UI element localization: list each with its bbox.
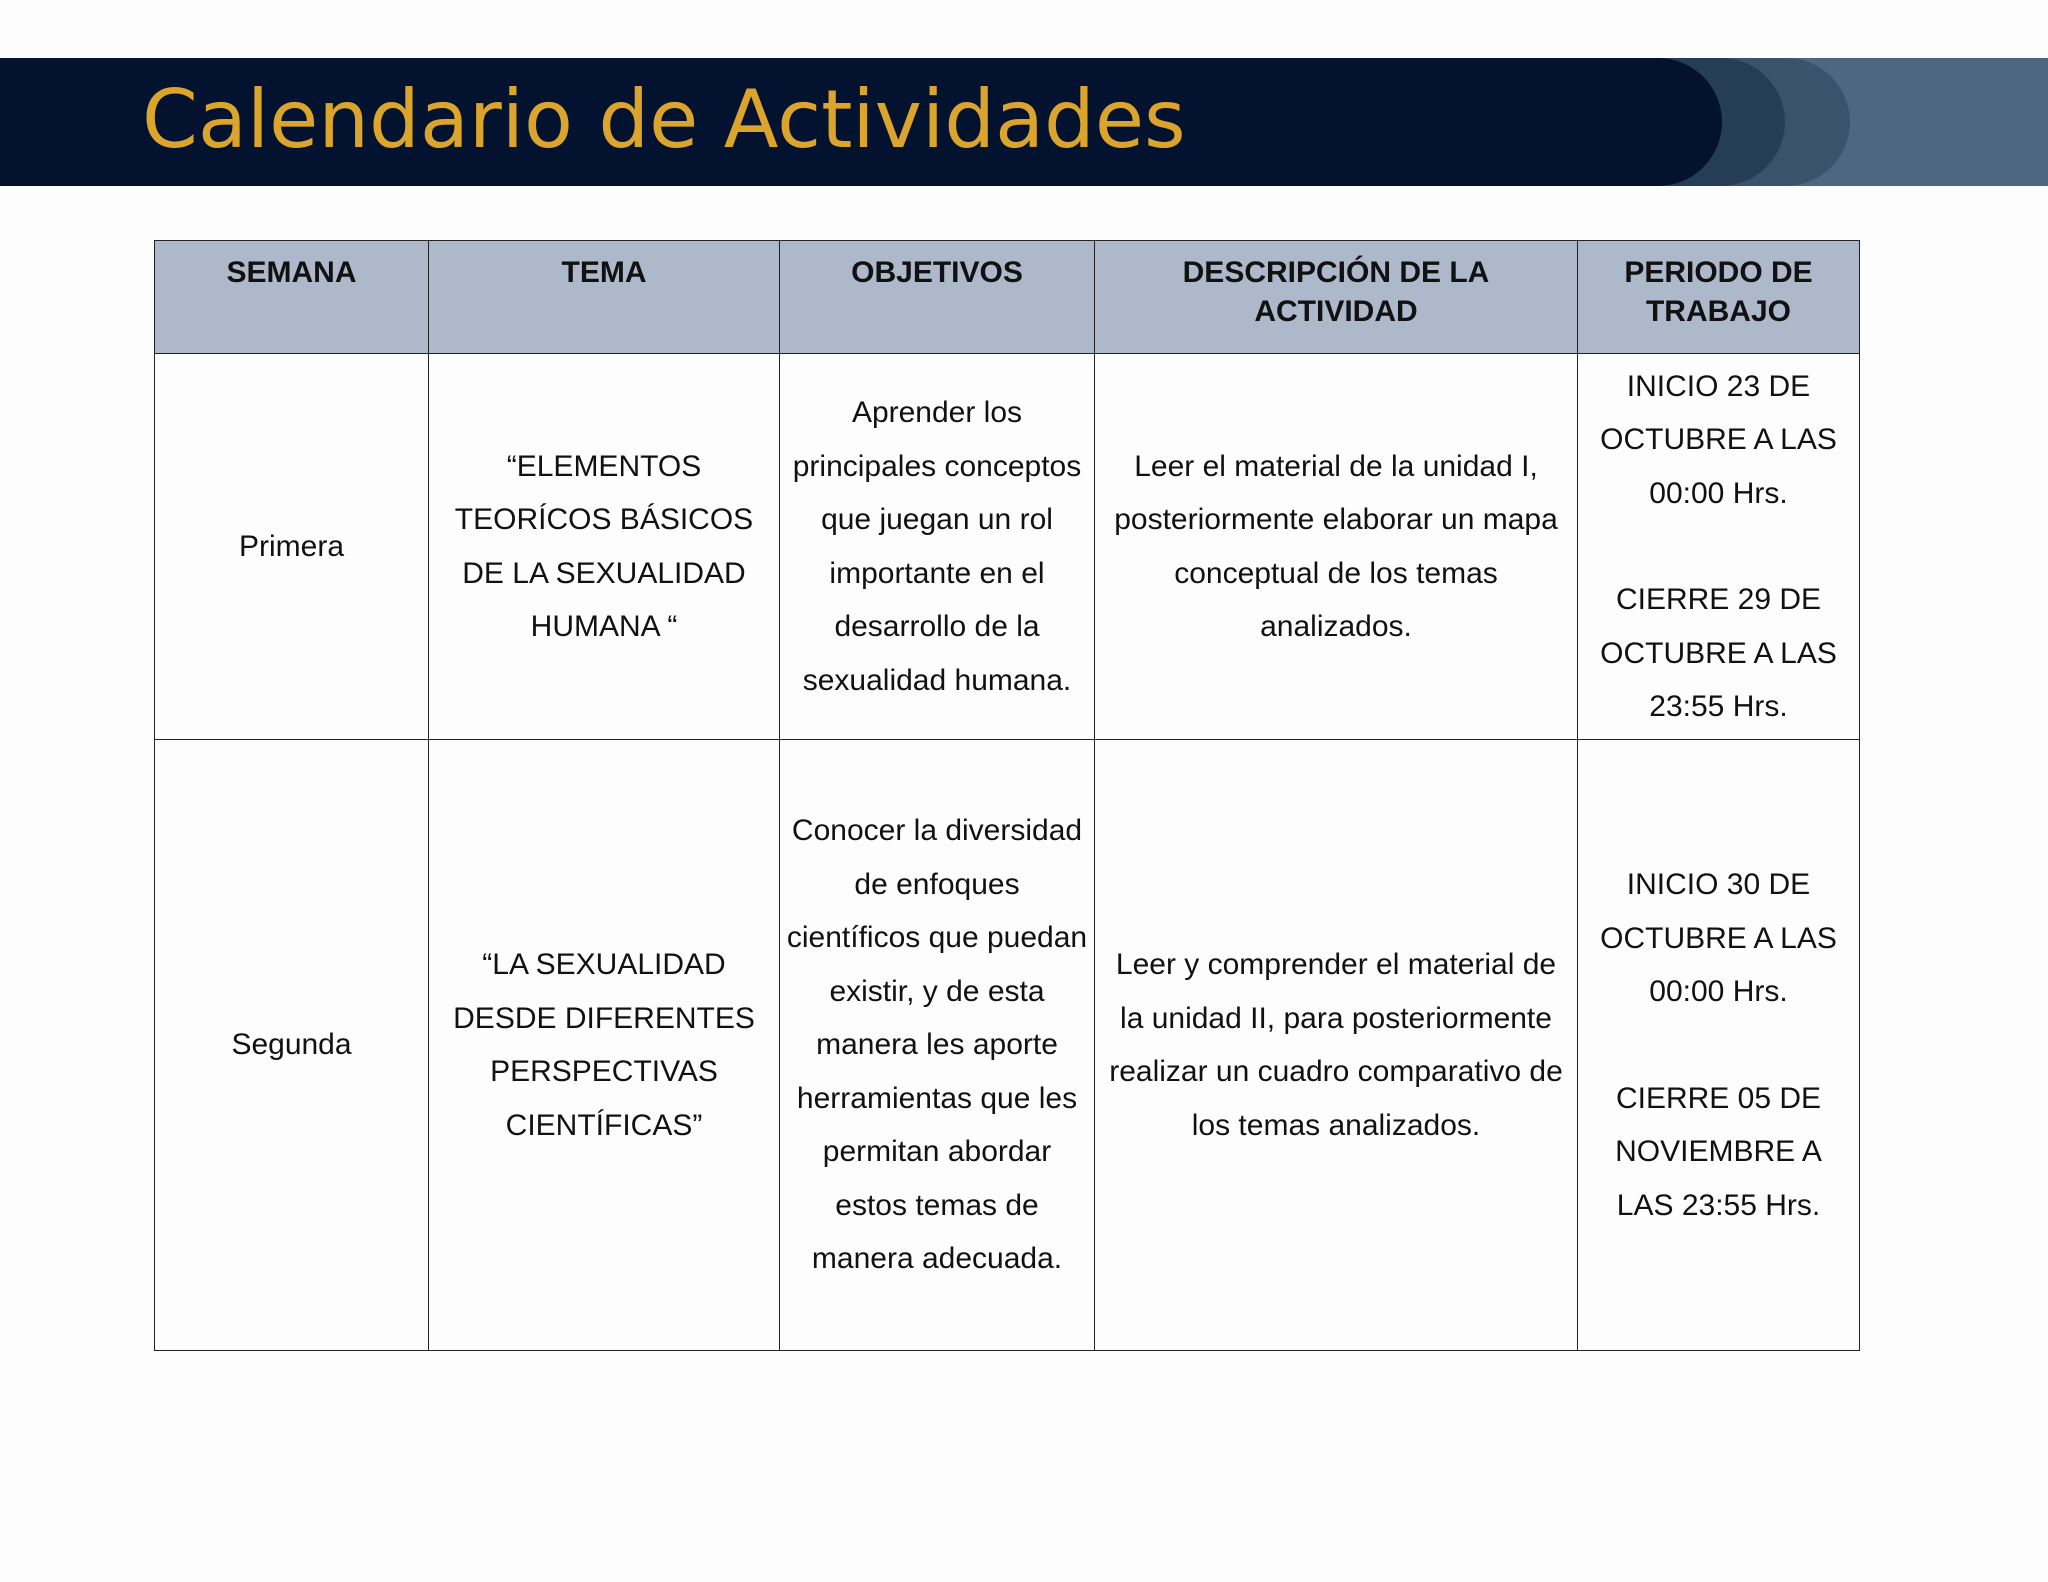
- column-header-descripcion: DESCRIPCIÓN DE LA ACTIVIDAD: [1095, 241, 1578, 354]
- table-row: [155, 740, 1860, 1351]
- cell-periodo: [1578, 740, 1860, 1351]
- column-header-semana: SEMANA: [155, 241, 429, 354]
- table-header-row: [155, 241, 1860, 354]
- periodo-spacer: [1584, 1019, 1853, 1072]
- periodo-inicio: INICIO 23 DE OCTUBRE A LAS 00:00 Hrs.: [1600, 369, 1837, 510]
- periodo-spacer: [1584, 520, 1853, 573]
- cell-semana: Segunda: [155, 740, 429, 1351]
- cell-objetivos: Aprender los principales conceptos que juegan un rol importante en el desarrollo de la sexualidad humana.: [780, 354, 1095, 740]
- column-header-objetivos: OBJETIVOS: [780, 241, 1095, 354]
- cell-descripcion: Leer y comprender el material de la unidad II, para posteriormente realizar un cuadro comparativo de los temas analizados.: [1095, 740, 1578, 1351]
- cell-periodo: [1578, 354, 1860, 740]
- page-title: Calendario de Actividades: [142, 73, 1186, 166]
- periodo-cierre: CIERRE 05 DE NOVIEMBRE A LAS 23:55 Hrs.: [1615, 1081, 1822, 1222]
- column-header-tema: TEMA: [429, 241, 780, 354]
- cell-descripcion: Leer el material de la unidad I, posteriormente elaborar un mapa conceptual de los temas analizados.: [1095, 354, 1578, 740]
- cell-tema: “LA SEXUALIDAD DESDE DIFERENTES PERSPECTIVAS CIENTÍFICAS”: [429, 740, 780, 1351]
- cell-semana: Primera: [155, 354, 429, 740]
- periodo-cierre: CIERRE 29 DE OCTUBRE A LAS 23:55 Hrs.: [1600, 583, 1837, 723]
- cell-tema: “ELEMENTOS TEORÍCOS BÁSICOS DE LA SEXUALIDAD HUMANA “: [429, 354, 780, 740]
- title-banner: [0, 58, 2048, 186]
- column-header-periodo: PERIODO DE TRABAJO: [1578, 241, 1860, 354]
- periodo-inicio: INICIO 30 DE OCTUBRE A LAS 00:00 Hrs.: [1600, 868, 1837, 1008]
- activities-table: [154, 240, 1860, 1351]
- table-row: [155, 354, 1860, 740]
- cell-objetivos: Conocer la diversidad de enfoques científicos que puedan existir, y de esta manera les aporte herramientas que les permitan abordar estos temas de manera adecuada.: [780, 740, 1095, 1351]
